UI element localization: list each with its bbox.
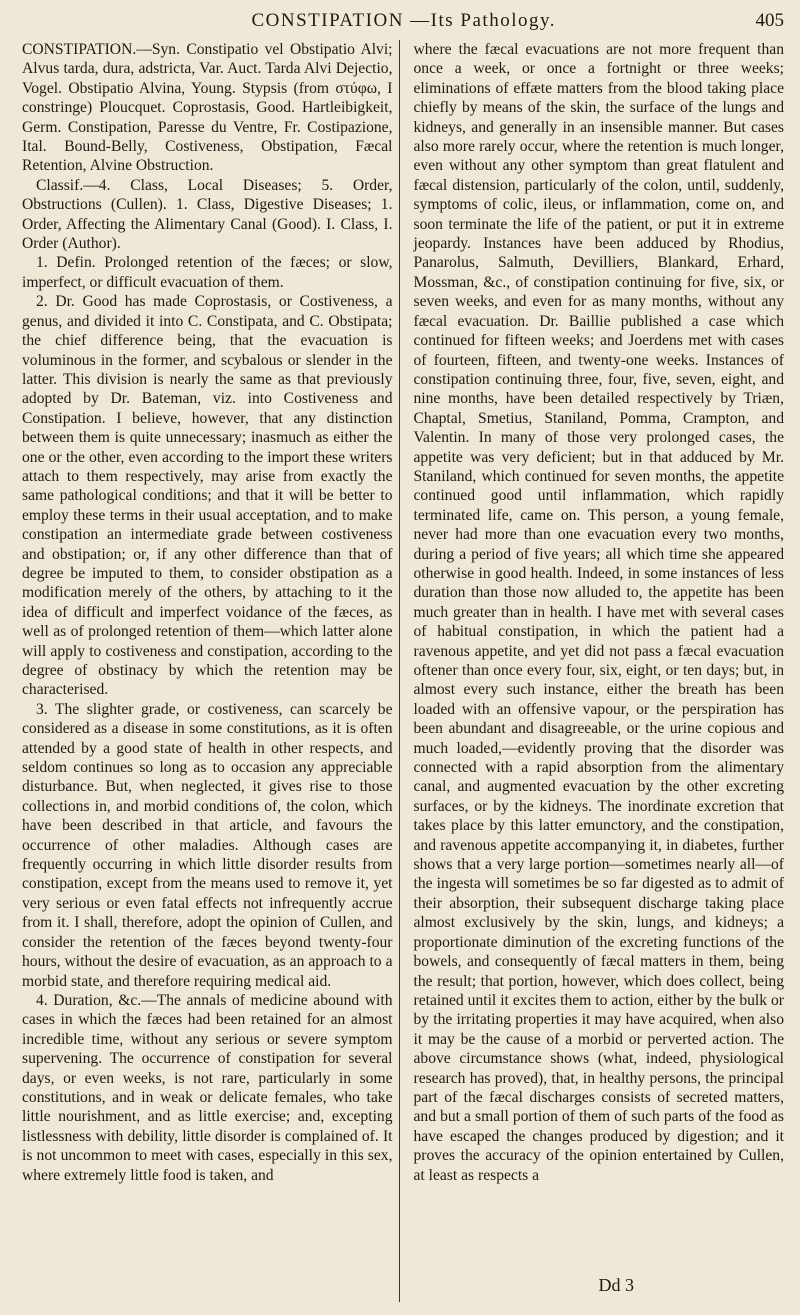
left-column: [22, 40, 400, 1302]
paragraph-section-2: 2. Dr. Good has made Coprostasis, or Costiveness, a genus, and divided it into C. Constipata, and C. Obstipata; the chief difference being, that the evacuation is voluminous in the former, and scybalous or slender in the latter. This division is nearly the same as that previously adopted by Dr. Bateman, viz. into Costiveness and Constipation. I believe, however, that any distinction between them is quite unnecessary; inasmuch as either the one or the other, even according to the import these writers attach to them respectively, may arise from exactly the same pathological conditions; and that it will be better to employ these terms in their usual acceptation, and to make constipation an intermediate grade between costiveness and obstipation; or, if any other difference than that of degree be imputed to them, to consider obstipation as a modification merely of the others, by attaching to it the idea of difficult and imperfect voidance of the fæces, as well as of prolonged retention of them—which latter alone will apply to costiveness and constipation, according to the degree of obstinacy by which the retention may be characterised.: [22, 293, 393, 699]
paragraph-section-3: 3. The slighter grade, or costiveness, can scarcely be considered as a disease in some constitutions, as it is often attended by a good state of health in other respects, and seldom continues so long as to occasion any appreciable disturbance. But, when neglected, it gives rise to those collections in, and morbid conditions of, the colon, which have been described in that article, and favours the occurrence of other maladies. Although cases are frequently occurring in which little disorder results from constipation, except from the means used to remove it, yet very serious or even fatal effects not infrequently accrue from it. I shall, therefore, adopt the opinion of Cullen, and consider the retention of the fæces beyond twenty-four hours, without the desire of evacuation, as an approach to a morbid state, and therefore requiring medical aid.: [22, 700, 393, 990]
paragraph-continuation: where the fæcal evacuations are not more frequent than once a week, or once a fortnight or three weeks; eliminations of effæte matters from the blood taking place chiefly by means of the skin, the surface of the lungs and kidneys, and generally in an insensible manner. But cases also more rarely occur, where the retention is much longer, even without any other symptom than great flatulent and fæcal distension, particularly of the colon, until, suddenly, symptoms of colic, ileus, or inflammation, come on, and soon terminate the life of the patient, or put it in extreme jeopardy. Instances have been adduced by Rhodius, Panarolus, Salmuth, Devilliers, Blankard, Erhard, Mossman, &c., of constipation continuing for five, six, or seven weeks, and even for as many months, without any fæcal evacuation. Dr. Baillie published a case which continued for fifteen weeks; and Joerdens met with cases of fourteen, fifteen, and twenty-one weeks. Instances of constipation continuing three, four, five, seven, eight, and nine months, have been detailed respectively by Triæn, Chaptal, Smetius, Staniland, Pomma, Crampton, and Valentin. In many of those very prolonged cases, the appetite was very deficient; but in that adduced by Mr. Staniland, which continued for seven months, the appetite continued good until inflammation, which rapidly terminated life, came on. This person, a young female, never had more than one evacuation every two months, during a period of five years; all which time she appeared otherwise in good health. Indeed, in some instances of less duration than those now alluded to, the appetite has been much greater than in health. I have met with several cases of habitual constipation, in which the patient had a ravenous appetite, and yet did not pass a fæcal evacuation oftener than once every four, six, eight, or ten days; but, in almost every such instance, either the breath has been loaded with an offensive vapour, or the perspiration has been abundant and disagreeable, or the urine copious and much loaded,—evidently proving that the disorder was connected with a rapid absorption from the alimentary canal, and augmented evacuation by the other excreting surfaces, or by the kidneys. The inordinate excretion that takes place by this latter emunctory, and the constipation, and ravenous appetite accompanying it, in diabetes, further shows that a very large portion—sometimes nearly all—of the ingesta will sometimes be so far digested as to admit of their absorption, their subsequent discharge taking place almost exclusively by the skin, lungs, and kidneys; a proportionate diminution of the excreting functions of the bowels, and consequently of fæcal matters in them, being the result; that portion, however, which does collect, being retained until it excites them to action, either by the bulk or by the irritating properties it may have acquired, when also it may be the cause of a morbid or perverted action. The above circumstance shows (what, indeed, physiological research has proved), that, in healthy persons, the principal part of the fæcal discharges consists of secreted matters, and but a small portion of them of such parts of the food as have escaped the changes produced by digestion; and it proves the accuracy of the opinion entertained by Cullen, at least as respects a: [413, 41, 784, 1184]
paragraph-classification: Classif.—4. Class, Local Diseases; 5. Order, Obstructions (Cullen). 1. Class, Digestive Diseases; 1. Order, Affecting the Alimentary Canal (Good). I. Class, I. Order (Author).: [22, 176, 393, 253]
page-header: [22, 10, 784, 38]
running-head: CONSTIPATION —Its Pathology.: [251, 10, 556, 31]
paragraph-synonyms: CONSTIPATION.—Syn. Constipatio vel Obstipatio Alvi; Alvus tarda, dura, adstricta, Var. Auct. Tarda Alvi Dejectio, Vogel. Obstipatio Alvina, Young. Stypsis (from στύφω, I constringe) Ploucquet. Coprostasis, Good. Hartleibigkeit, Germ. Constipation, Paresse du Ventre, Fr. Costipazione, Ital. Bound-Belly, Costiveness, Obstipation, Fæcal Retention, Alvine Obstruction.: [22, 41, 393, 175]
text-columns: [22, 40, 784, 1302]
paragraph-section-4: 4. Duration, &c.—The annals of medicine abound with cases in which the fæces had been retained for an almost incredible time, without any serious or severe symptom supervening. The occurrence of constipation for several days, or even weeks, is not rare, particularly in some constitutions, and in weak or delicate females, who take little nourishment, and as little exercise; and, excepting listlessness with debility, little disorder is complained of. It is not uncommon to meet with cases, especially in this sex, where extremely little food is taken, and: [22, 991, 393, 1184]
page-number: 405: [755, 10, 784, 31]
right-column: [414, 40, 785, 1302]
paragraph-definition: 1. Defin. Prolonged retention of the fæces; or slow, imperfect, or difficult evacuation of them.: [22, 254, 393, 291]
signature-mark: Dd 3: [598, 1275, 634, 1295]
